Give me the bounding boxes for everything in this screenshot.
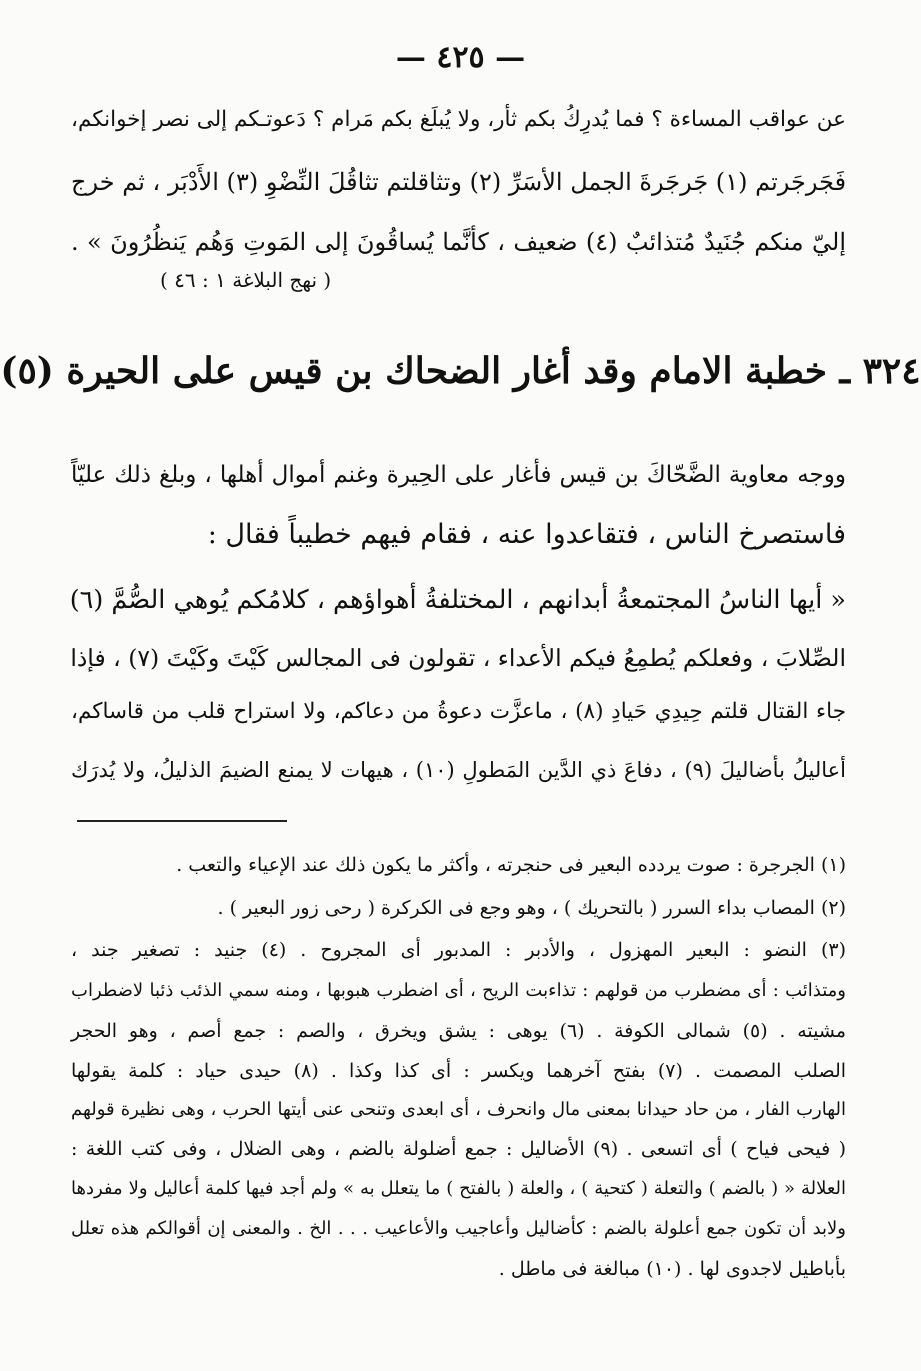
text-line: « أيها الناسُ المجتمعةُ أبدانهم ، المختلفةُ أهواؤهم ، كلامُكم يُوهي الصُّمَّ (٦)	[69, 585, 846, 615]
footnote-line: الصلب المصمت . (٧) بفتح آخرهما ويكسر : أى كذا وكذا . (٨) حيدى حياد : كلمة يقولها	[71, 1060, 847, 1082]
text-line: عن عواقب المساءة ؟ فما يُدرِكُ بكم ثأر، ولا يُبلَغ بكم مَرام ؟ دَعوتـكم إلى نصر إخوانكم،	[71, 107, 846, 132]
text-line: جاء القتال قلتم حِيدِي حَيادِ (٨) ، ماعزَّت دعوةُ من دعاكم، ولا استراح قلب من قاساكم،	[71, 699, 846, 724]
source-citation: ( نهج البلاغة ١ : ٤٦ )	[160, 268, 332, 292]
footnote-line: ( فيحى فياح ) أى اتسعى . (٩) الأضاليل : جمع أضلولة بالضم ، وهى الضلال ، وفى كتب اللغة :	[71, 1138, 846, 1160]
footnote-line: مشيته . (٥) شمالى الكوفة . (٦) يوهى : يشق ويخرق ، والصم : جمع أصم ، وهو الحجر	[71, 1020, 846, 1042]
footnote-line: الهارب الفار ، من حاد حيدانا بمعنى مال وانحرف ، أى ابعدى وتنحى عنى أيتها الحرب ، وهى نظيرة قولهم	[71, 1099, 846, 1120]
text-line: إليّ منكم جُنَيدٌ مُتذائبٌ (٤) ضعيف ، كأنَّما يُساقُونَ إلى المَوتِ وَهُم يَنظُرُونَ » .	[71, 228, 847, 256]
text-line: فَجَرجَرتم (١) جَرجَرةَ الجمل الأسَرِّ (٢) وتثاقلتم تثاقُلَ النِّضْوِ (٣) الأَدْبَر ، ثم خرج	[71, 168, 847, 196]
text-line: أعاليلُ بأضاليلَ (٩) ، دفاعَ ذي الدَّين المَطولِ (١٠) ، هيهات لا يمنع الضيمَ الذليلُ، ولا يُدرَك	[71, 758, 846, 782]
footnote-line: (١) الجرجرة : صوت يردده البعير فى حنجرته ، وأكثر ما يكون ذلك عند الإعياء والتعب .	[176, 854, 846, 876]
footnote-line: (٣) النضو : البعير المهزول ، والأدبر : المدبور أى المجروح . (٤) جنيد : تصغير جند ،	[71, 939, 846, 961]
text-line: ووجه معاوية الضَّحّاكَ بن قيس فأغار على الحِيرة وغنم أموال أهلها ، وبلغ ذلك عليّاً	[71, 462, 846, 488]
footnote-line: بأباطيل لاجدوى لها . (١٠) مبالغة فى ماطل .	[498, 1258, 846, 1280]
footnote-line: العلالة « ( بالضم ) والتعلة ( كتحية ) ، والعلة ( بالفتح ) ما يتعلل به » ولم أجد فيها كلمة أعاليل ولا مفردها	[71, 1178, 846, 1199]
footnote-divider	[77, 820, 287, 822]
footnote-line: ولابد أن تكون جمع أعلولة بالضم : كأضاليل وأعاجيب والأعاعيب . . . الخ . والمعنى إن أقوالكم هذه تعلل	[71, 1218, 846, 1239]
section-heading: ٣٢٤ ـ خطبة الامام وقد أغار الضحاك بن قيس على الحيرة (٥)	[0, 350, 921, 392]
footnote-line: (٢) المصاب بداء السرر ( بالتحريك ) ، وهو وجع فى الكركرة ( رحى زور البعير ) .	[217, 897, 846, 919]
footnote-line: ومتذائب : أى مضطرب من قولهم : تذاءبت الريح ، أى اضطرب هبوبها ، ومنه سمي الذئب ذئبا لاضطراب	[71, 980, 846, 1001]
page-number: — ٤٢٥ —	[395, 40, 526, 75]
text-line: الصِّلابَ ، وفعلكم يُطمِعُ فيكم الأعداء ، تقولون فى المجالس كَيْتَ وكَيْتَ (٧) ، فإذا	[70, 644, 846, 672]
text-line: فاستصرخ الناس ، فتقاعدوا عنه ، فقام فيهم خطيباً فقال :	[207, 519, 846, 550]
